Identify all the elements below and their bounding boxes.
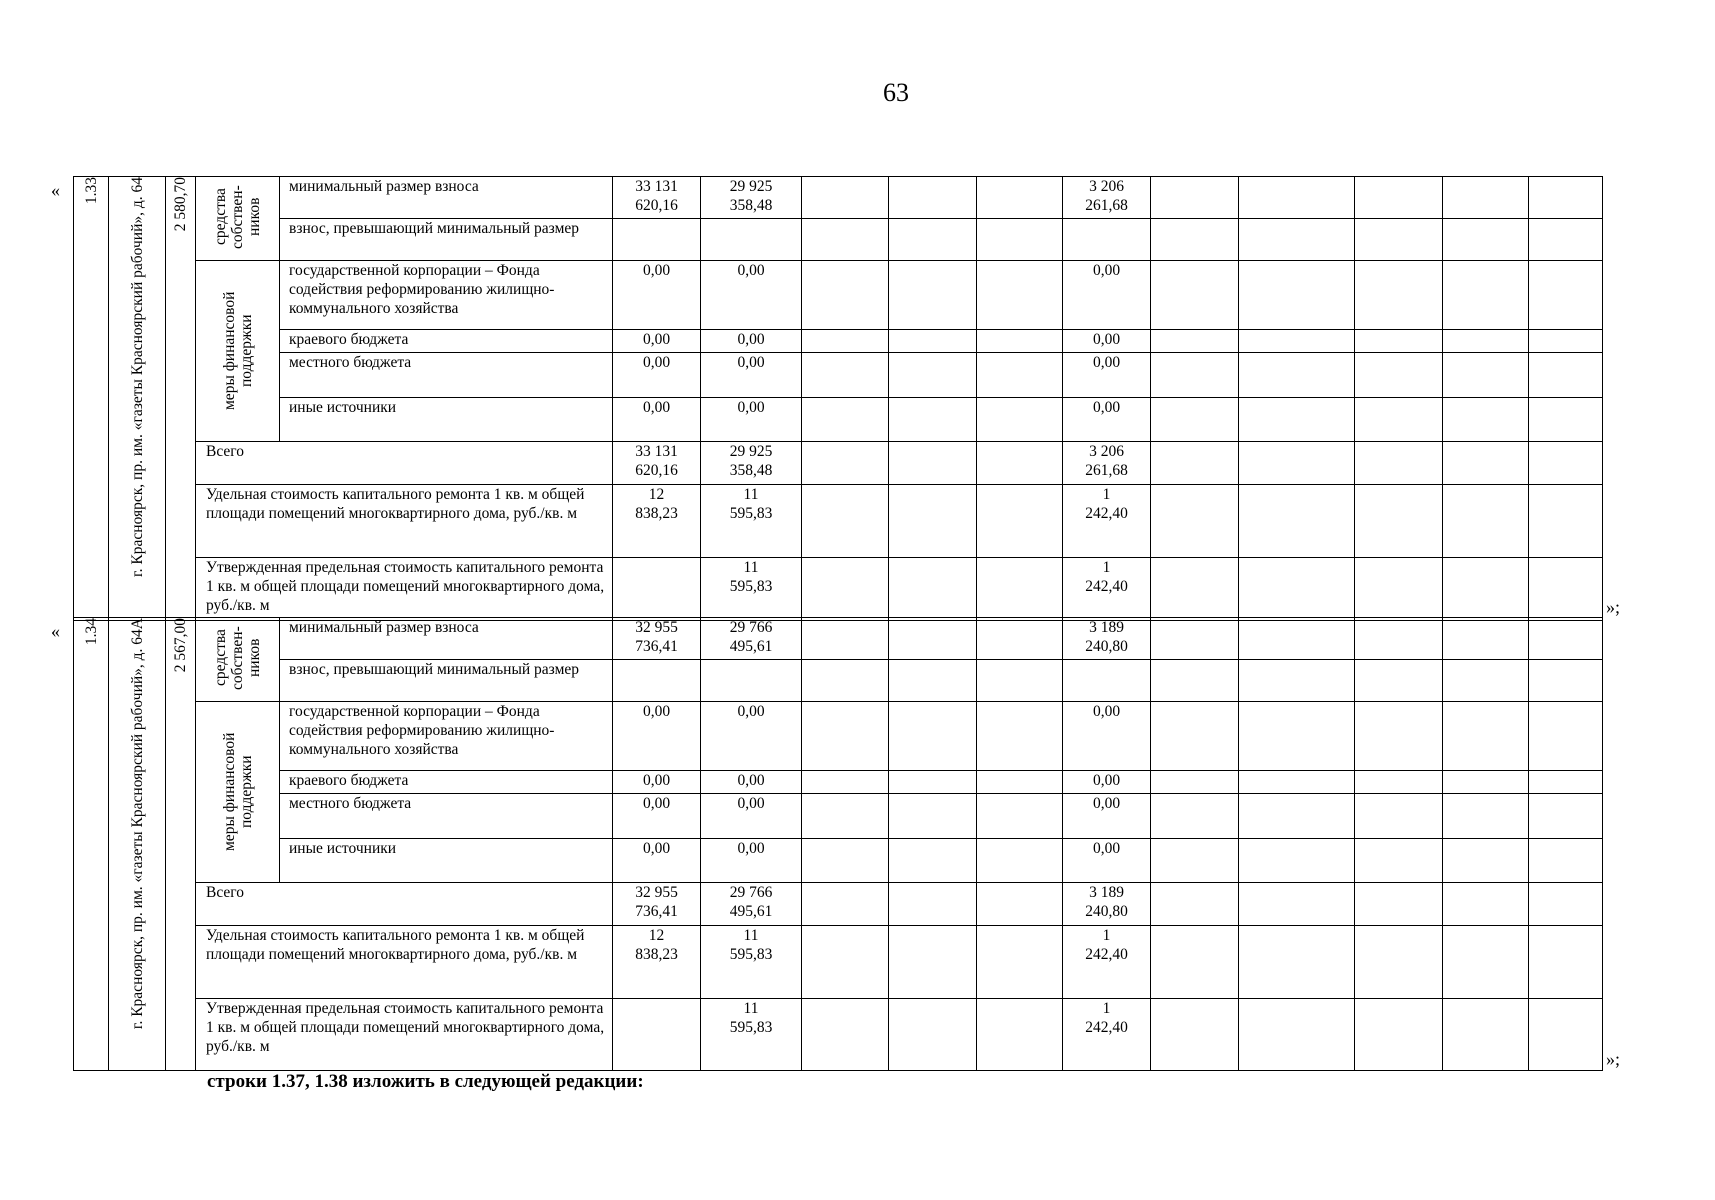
table-row xyxy=(74,442,1603,485)
value-cell: 1 242,40 xyxy=(1063,558,1151,621)
value-cell: 29 766 495,61 xyxy=(701,883,802,926)
value-cell: 0,00 xyxy=(613,261,701,330)
value-cell: 33 131 620,16 xyxy=(613,177,701,219)
over-min-contribution-label: взнос, превышающий минимальный размер xyxy=(280,660,613,702)
value-cell: 32 955 736,41 xyxy=(613,618,701,660)
value-cell: 0,00 xyxy=(1063,794,1151,838)
value-cell: 0,00 xyxy=(613,838,701,882)
value-cell: 3 189 240,80 xyxy=(1063,618,1151,660)
table-row xyxy=(74,999,1603,1071)
table-row xyxy=(74,883,1603,926)
other-sources-label: иные источники xyxy=(280,397,613,441)
table-row xyxy=(74,926,1603,999)
value-cell: 0,00 xyxy=(1063,353,1151,397)
support-measures-cell xyxy=(196,261,280,442)
value-cell: 11 595,83 xyxy=(701,999,802,1071)
value-cell: 29 925 358,48 xyxy=(701,442,802,485)
value-cell: 0,00 xyxy=(1063,838,1151,882)
local-budget-label: местного бюджета xyxy=(280,794,613,838)
value-cell: 1 242,40 xyxy=(1063,926,1151,999)
value-cell: 0,00 xyxy=(1063,330,1151,353)
value-cell: 29 925 358,48 xyxy=(701,177,802,219)
value-cell: 3 206 261,68 xyxy=(1063,442,1151,485)
table-row xyxy=(74,330,1603,353)
value-cell: 0,00 xyxy=(701,771,802,794)
value-cell: 0,00 xyxy=(1063,771,1151,794)
value-cell: 1 242,40 xyxy=(1063,999,1151,1071)
page-number: 63 xyxy=(883,78,909,107)
other-sources-label: иные источники xyxy=(280,838,613,882)
table-block-1-34 xyxy=(73,617,1603,1071)
value-cell: 0,00 xyxy=(701,353,802,397)
approved-max-label: Утвержденная предельная стоимость капитального ремонта 1 кв. м общей площади помещений многоквартирного дома, руб./кв. м xyxy=(196,558,613,621)
local-budget-label: местного бюджета xyxy=(280,353,613,397)
area: 2 580,70 xyxy=(172,177,189,232)
value-cell: 0,00 xyxy=(701,838,802,882)
owners-funds-label: средства собствен-ников xyxy=(212,185,263,249)
support-measures-label: меры финансовой поддержки xyxy=(220,291,255,411)
value-cell: 3 189 240,80 xyxy=(1063,883,1151,926)
table-row xyxy=(74,558,1603,621)
table-row xyxy=(74,618,1603,660)
table-row xyxy=(74,177,1603,219)
support-measures-label: меры финансовой поддержки xyxy=(220,732,255,852)
value-cell: 0,00 xyxy=(701,261,802,330)
value-cell: 0,00 xyxy=(1063,702,1151,771)
address-cell xyxy=(109,618,166,1071)
owners-funds-cell xyxy=(196,618,280,702)
value-cell: 12 838,23 xyxy=(613,926,701,999)
regional-budget-label: краевого бюджета xyxy=(280,330,613,353)
address-cell xyxy=(109,177,166,621)
address: г. Красноярск, пр. им. «газеты Красноярский рабочий», д. 64 xyxy=(128,177,146,577)
table-row xyxy=(74,702,1603,771)
owners-funds-cell xyxy=(196,177,280,261)
state-corp-label: государственной корпорации – Фонда содействия реформированию жилищно-коммунального хозяйства xyxy=(280,702,613,771)
owners-funds-label: средства собствен-ников xyxy=(212,626,263,690)
row-number-cell xyxy=(74,177,109,621)
total-label: Всего xyxy=(196,442,613,485)
opening-quote: « xyxy=(51,621,60,641)
table-row xyxy=(74,485,1603,558)
table-row xyxy=(74,353,1603,397)
closing-quote: »; xyxy=(1606,597,1621,617)
table-row xyxy=(74,838,1603,882)
total-label: Всего xyxy=(196,883,613,926)
value-cell: 0,00 xyxy=(701,330,802,353)
support-measures-cell xyxy=(196,702,280,883)
value-cell: 32 955 736,41 xyxy=(613,883,701,926)
row-number: 1.33 xyxy=(82,177,100,205)
value-cell: 0,00 xyxy=(613,330,701,353)
value-cell: 0,00 xyxy=(613,794,701,838)
area-cell xyxy=(166,177,196,621)
row-number: 1.34 xyxy=(82,618,100,646)
value-cell: 0,00 xyxy=(701,794,802,838)
table-row xyxy=(74,794,1603,838)
opening-quote: « xyxy=(51,180,60,200)
over-min-contribution-label: взнос, превышающий минимальный размер xyxy=(280,219,613,261)
value-cell: 0,00 xyxy=(701,397,802,441)
min-contribution-label: минимальный размер взноса xyxy=(280,618,613,660)
unit-cost-label: Удельная стоимость капитального ремонта 1 кв. м общей площади помещений многоквартирного дома, руб./кв. м xyxy=(196,926,613,999)
value-cell: 11 595,83 xyxy=(701,485,802,558)
table-row xyxy=(74,219,1603,261)
value-cell: 0,00 xyxy=(613,771,701,794)
value-cell: 0,00 xyxy=(701,702,802,771)
table-row xyxy=(74,261,1603,330)
value-cell: 33 131 620,16 xyxy=(613,442,701,485)
unit-cost-label: Удельная стоимость капитального ремонта 1 кв. м общей площади помещений многоквартирного дома, руб./кв. м xyxy=(196,485,613,558)
table-row xyxy=(74,660,1603,702)
min-contribution-label: минимальный размер взноса xyxy=(280,177,613,219)
closing-quote: »; xyxy=(1606,1049,1621,1069)
value-cell: 29 766 495,61 xyxy=(701,618,802,660)
value-cell: 0,00 xyxy=(1063,397,1151,441)
value-cell: 0,00 xyxy=(613,397,701,441)
value-cell: 0,00 xyxy=(613,702,701,771)
value-cell: 12 838,23 xyxy=(613,485,701,558)
value-cell: 1 242,40 xyxy=(1063,485,1151,558)
table-row xyxy=(74,397,1603,441)
value-cell: 11 595,83 xyxy=(701,558,802,621)
value-cell: 3 206 261,68 xyxy=(1063,177,1151,219)
state-corp-label: государственной корпорации – Фонда содействия реформированию жилищно-коммунального хозяйства xyxy=(280,261,613,330)
footer-instruction: строки 1.37, 1.38 изложить в следующей редакции: xyxy=(207,1071,644,1092)
area-cell xyxy=(166,618,196,1071)
table-block-1-33 xyxy=(73,176,1603,621)
address: г. Красноярск, пр. им. «газеты Красноярский рабочий», д. 64А xyxy=(128,618,146,1030)
value-cell: 11 595,83 xyxy=(701,926,802,999)
value-cell: 0,00 xyxy=(613,353,701,397)
approved-max-label: Утвержденная предельная стоимость капитального ремонта 1 кв. м общей площади помещений многоквартирного дома, руб./кв. м xyxy=(196,999,613,1071)
regional-budget-label: краевого бюджета xyxy=(280,771,613,794)
row-number-cell xyxy=(74,618,109,1071)
value-cell: 0,00 xyxy=(1063,261,1151,330)
table-row xyxy=(74,771,1603,794)
area: 2 567,00 xyxy=(172,618,189,673)
